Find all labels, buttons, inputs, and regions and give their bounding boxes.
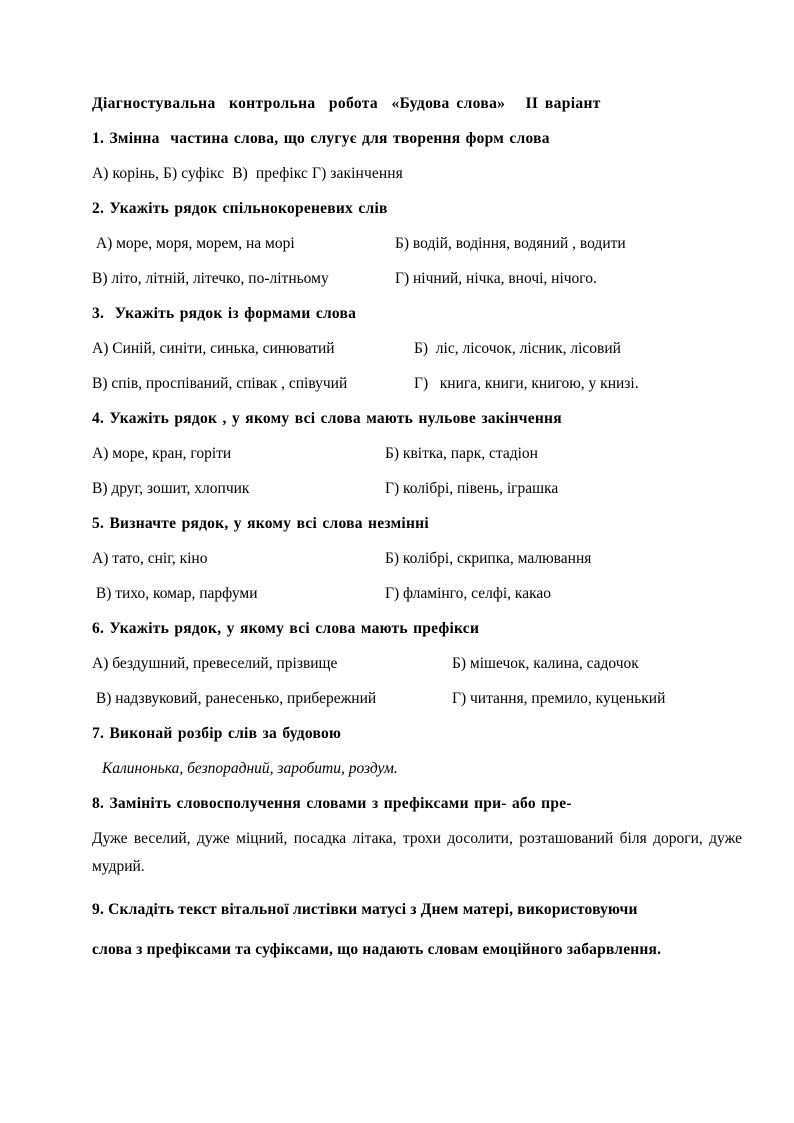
- question-2-option-b: Б) водій, водіння, водяний , водити: [395, 235, 626, 252]
- question-3-answer-row-2: [92, 366, 742, 401]
- question-5-option-a: А) тато, сніг, кіно: [92, 550, 208, 567]
- question-4-heading: 4. Укажіть рядок , у якому всі слова мають нульове закінчення: [92, 410, 562, 427]
- question-1-answers: А) корінь, Б) суфікс В) префікс Г) закінчення: [92, 165, 403, 182]
- question-4-option-g: Г) колібрі, півень, іграшка: [385, 480, 559, 497]
- question-7-heading: 7. Виконай розбір слів за будовою: [92, 725, 342, 742]
- question-5-option-v: В) тихо, комар, парфуми: [92, 585, 258, 602]
- question-6-heading: 6. Укажіть рядок, у якому всі слова мають префікси: [92, 620, 480, 637]
- question-3-option-g: Г) книга, книги, книгою, у книзі.: [414, 375, 639, 392]
- question-4-answer-row-2: [92, 471, 742, 506]
- question-8-heading: 8. Замініть словосполучення словами з префіксами при- або пре-: [92, 795, 572, 812]
- question-5-heading: 5. Визначте рядок, у якому всі слова незмінні: [92, 515, 429, 532]
- question-2-option-a: А) море, моря, морем, на морі: [92, 235, 295, 252]
- question-4-option-a: А) море, кран, горіти: [92, 445, 232, 462]
- document-title: Діагностувальна контрольна робота «Будова слова» ІІ варіант: [92, 95, 601, 112]
- document-body: [92, 86, 742, 965]
- question-6-option-a: А) бездушний, превеселий, прізвище: [92, 655, 338, 672]
- question-5-answer-row-1: [92, 541, 742, 576]
- question-2-answer-row-2: [92, 261, 742, 296]
- spacer: [92, 925, 742, 935]
- question-3-heading: 3. Укажіть рядок із формами слова: [92, 305, 357, 322]
- question-6-answer-row-1: [92, 646, 742, 681]
- question-3-option-b: Б) ліс, лісочок, лісник, лісовий: [414, 340, 621, 357]
- question-6-answer-row-2: [92, 681, 742, 716]
- question-9-heading-part-1: 9. Складіть текст вітальної листівки матусі з Днем матері, використовуючи: [92, 901, 638, 918]
- question-3-answer-row-1: [92, 331, 742, 366]
- question-1-heading: 1. Змінна частина слова, що слугує для творення форм слова: [92, 130, 550, 147]
- question-5-answer-row-2: [92, 576, 742, 611]
- spacer: [92, 881, 742, 895]
- question-4-option-v: В) друг, зошит, хлопчик: [92, 480, 250, 497]
- question-2-option-g: Г) нічний, нічка, вночі, нічого.: [395, 270, 597, 287]
- question-5-option-b: Б) колібрі, скрипка, малювання: [385, 550, 592, 567]
- question-9-heading-part-2: слова з префіксами та суфіксами, що надають словам емоційного забарвлення.: [92, 941, 662, 958]
- question-6-option-b: Б) мішечок, калина, садочок: [452, 655, 639, 672]
- question-8-paragraph: Дуже веселий, дуже міцний, посадка літака, трохи досолити, розташований біля дороги, дуже мудрий.: [92, 830, 742, 875]
- question-3-option-a: А) Синій, синіти, синька, синюватий: [92, 340, 335, 357]
- question-2-heading: 2. Укажіть рядок спільнокореневих слів: [92, 200, 388, 217]
- question-4-answer-row-1: [92, 436, 742, 471]
- question-4-option-b: Б) квітка, парк, стадіон: [385, 445, 538, 462]
- question-2-answer-row-1: [92, 226, 742, 261]
- question-5-option-g: Г) фламінго, селфі, какао: [385, 585, 552, 602]
- question-7-word-list: Калинонька, безпорадний, заробити, роздум.: [102, 760, 398, 777]
- question-3-option-v: В) спів, проспіваний, співак , співучий: [92, 375, 348, 392]
- question-6-option-v: В) надзвуковий, ранесенько, прибережний: [92, 690, 377, 707]
- question-6-option-g: Г) читання, премило, куценький: [452, 690, 666, 707]
- question-2-option-v: В) літо, літній, літечко, по-літньому: [92, 270, 329, 287]
